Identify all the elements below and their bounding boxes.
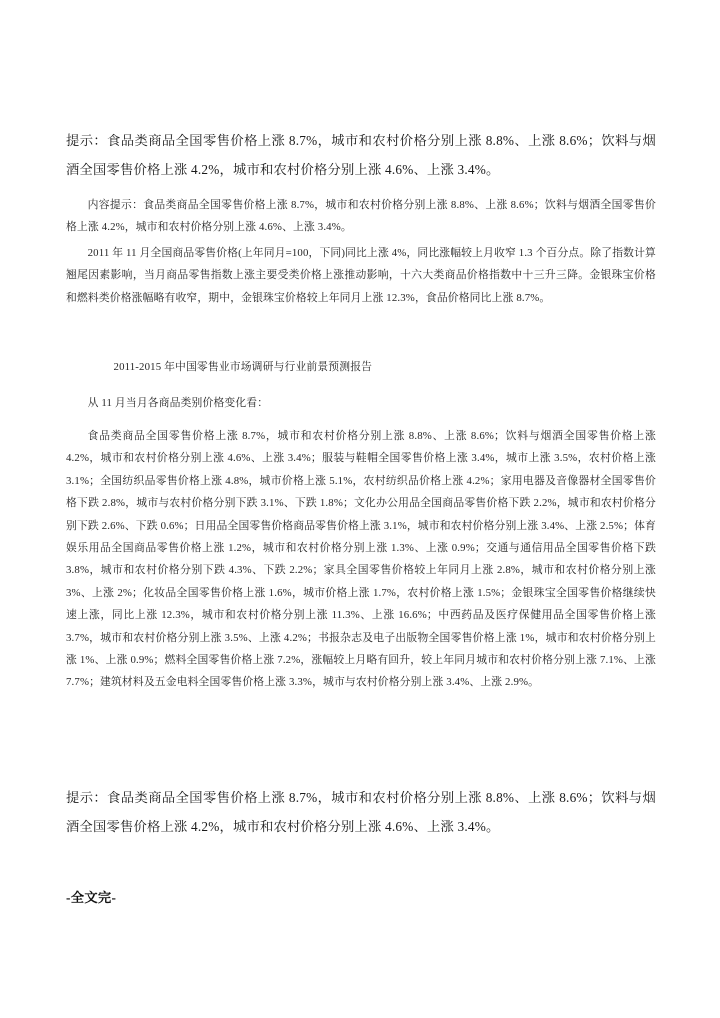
- report-title: 2011-2015 年中国零售业市场调研与行业前景预测报告: [113, 361, 373, 373]
- top-tip-paragraph: 提示：食品类商品全国零售价格上涨 8.7%，城市和农村价格分别上涨 8.8%、上涨 8.6%；饮料与烟酒全国零售价格上涨 4.2%，城市和农村价格分别上涨 4.6%、上涨 3.4%。: [66, 133, 656, 177]
- end-of-document-marker: -全文完-: [66, 890, 117, 905]
- category-details-paragraph: 食品类商品全国零售价格上涨 8.7%，城市和农村价格分别上涨 8.8%、上涨 8.6%；饮料与烟酒全国零售价格上涨 4.2%，城市和农村价格分别上涨 4.6%、上涨 3.4%；服装与鞋帽全国零售价格上涨 3.4%，城市上涨 3.5%，农村价格上涨 3.1%；全国纺织品零售价格上涨 4.8%，城市价格上涨 5.1%，农村纺织品价格上涨 4.2%；家用电器及音像器材全国零售价格下跌 2.8%，城市与农村价格分别下跌 3.1%、下跌 1.8%；文化办公用品全国商品零售价格下跌 2.2%，城市和农村价格分别下跌 2.6%、下跌 0.6%；日用品全国零售价格商品零售价格上涨 3.1%，城市和农村价格分别上涨 3.4%、上涨 2.5%；体育娱乐用品全国商品零售价格上涨 1.2%，城市和农村价格分别上涨 1.3%、上涨 0.9%；交通与通信用品全国零售价格下跌 3.8%，城市和农村价格分别下跌 4.3%、下跌 2.2%；家具全国零售价格较上年同月上涨 2.8%，城市和农村价格分别上涨 3%、上涨 2%；化妆品全国零售价格上涨 1.6%，城市价格上涨 1.7%，农村价格上涨 1.5%；金银珠宝全国零售价格继续快速上涨，同比上涨 12.3%，城市和农村价格分别上涨 11.3%、上涨 16.6%；中西药品及医疗保健用品全国零售价格上涨 3.7%，城市和农村价格分别上涨 3.5%、上涨 4.2%；书报杂志及电子出版物全国零售价格上涨 1%，城市和农村价格分别上涨 1%、上涨 0.9%；燃料全国零售价格上涨 7.2%，涨幅较上月略有回升，较上年同月城市和农村价格分别上涨 7.1%、上涨 7.7%；建筑材料及五金电料全国零售价格上涨 3.3%，城市与农村价格分别上涨 3.4%、上涨 2.9%。: [66, 430, 656, 689]
- lead-in-paragraph: 从 11 月当月各商品类别价格变化看：: [87, 397, 269, 409]
- bottom-tip-paragraph: 提示：食品类商品全国零售价格上涨 8.7%，城市和农村价格分别上涨 8.8%、上涨 8.6%；饮料与烟酒全国零售价格上涨 4.2%，城市和农村价格分别上涨 4.6%、上涨 3.4%。: [66, 790, 656, 834]
- content-notice-paragraph: 内容提示：食品类商品全国零售价格上涨 8.7%，城市和农村价格分别上涨 8.8%、上涨 8.6%；饮料与烟酒全国零售价格上涨 4.2%，城市和农村价格分别上涨 4.6%、上涨 3.4%。: [66, 199, 656, 234]
- introduction-paragraph: 2011 年 11 月全国商品零售价格(上年同月=100，下同)同比上涨 4%，同比涨幅较上月收窄 1.3 个百分点。除了指数计算翘尾因素影响，当月商品零售指数上涨主要受类价格上涨推动影响，十六大类商品价格指数中十三升三降。金银珠宝价格和燃料类价格涨幅略有收窄，期中，金银珠宝价格较上年同月上涨 12.3%，食品价格同比上涨 8.7%。: [66, 247, 656, 304]
